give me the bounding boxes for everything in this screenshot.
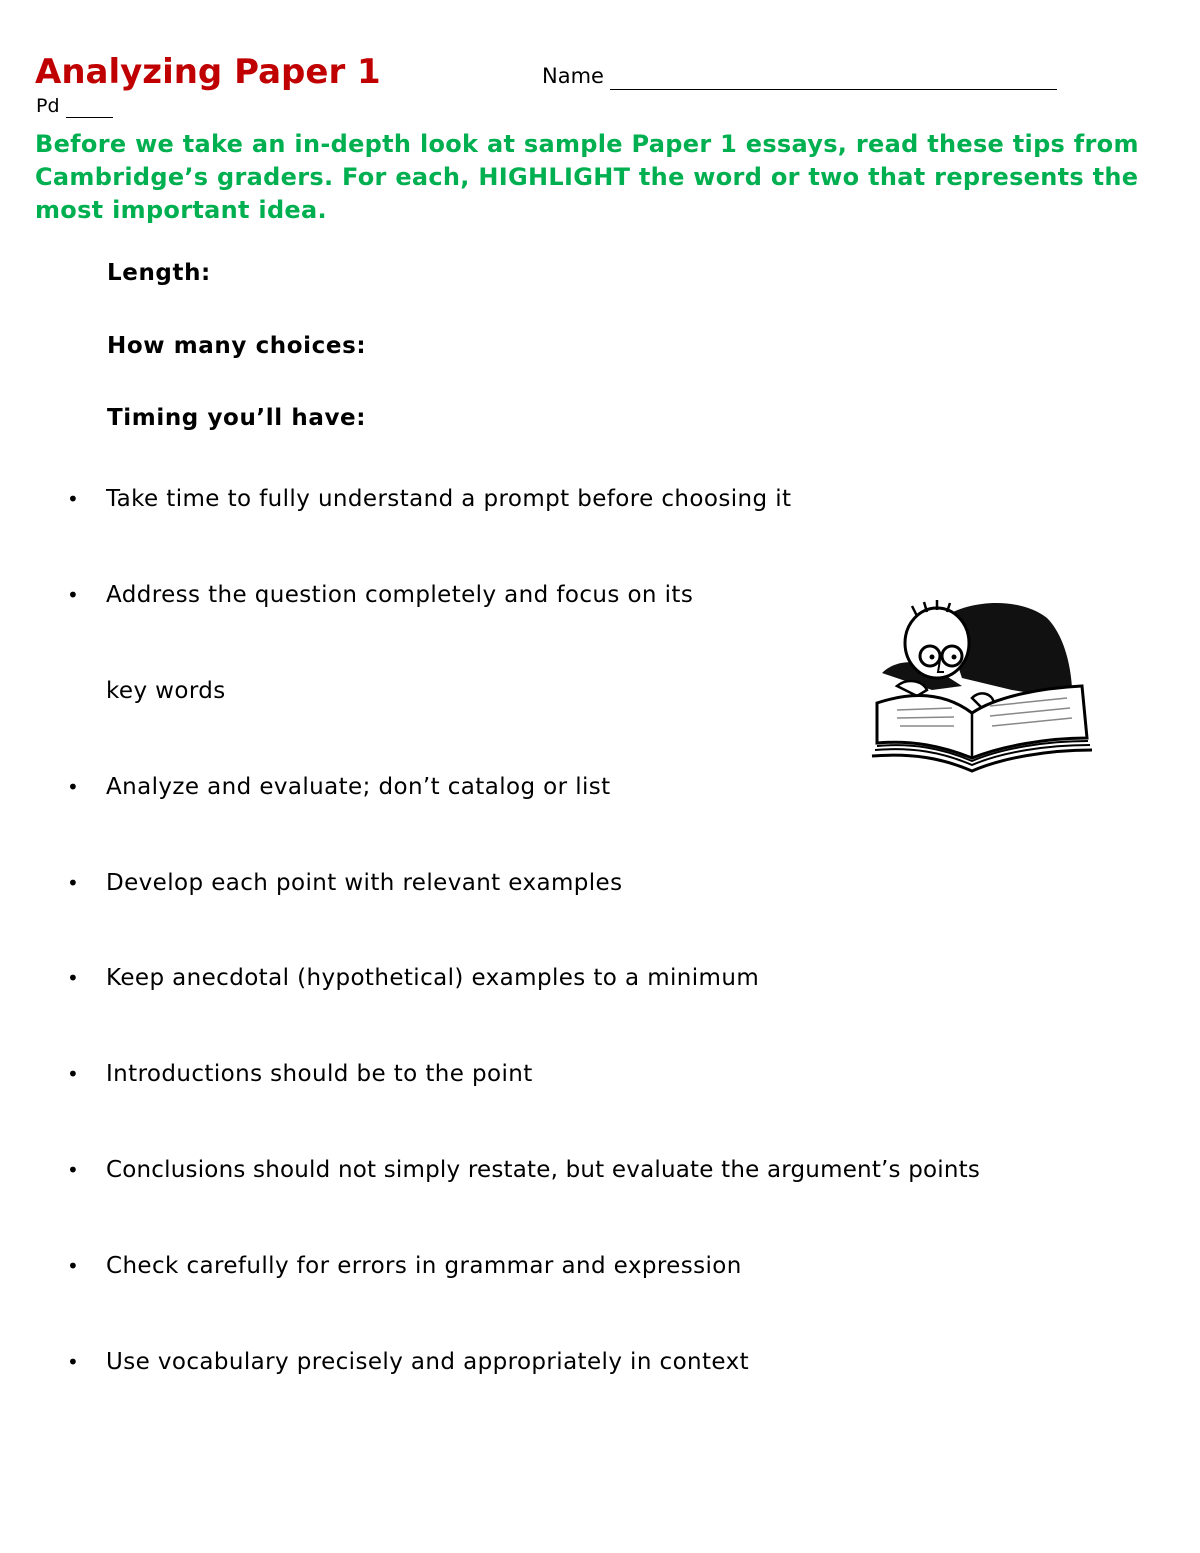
bullet-icon: •: [67, 1062, 80, 1086]
choices-prompt: How many choices:: [107, 333, 367, 359]
bullet-icon: •: [67, 871, 80, 895]
bullet-icon: •: [67, 966, 80, 990]
tip-text: Take time to fully understand a prompt before choosing it: [106, 486, 792, 512]
tip-text: Develop each point with relevant examples: [106, 870, 623, 896]
tip-item: [0, 1058, 1200, 1090]
tip-item: [0, 962, 1200, 994]
tip-text: Keep anecdotal (hypothetical) examples to a minimum: [106, 965, 760, 991]
bullet-icon: •: [67, 583, 80, 607]
bullet-icon: •: [67, 1254, 80, 1278]
tip-item: [0, 1346, 1200, 1378]
bullet-icon: •: [67, 1350, 80, 1374]
period-blank-line[interactable]: [66, 117, 113, 118]
page-title: Analyzing Paper 1: [35, 52, 381, 92]
tip-text: Use vocabulary precisely and appropriately in context: [106, 1349, 750, 1375]
tip-text: key words: [106, 678, 226, 704]
name-blank-line[interactable]: [610, 89, 1057, 90]
tip-text: Introductions should be to the point: [106, 1061, 533, 1087]
tip-text: Conclusions should not simply restate, but evaluate the argument’s points: [106, 1157, 981, 1183]
tip-item: [0, 867, 1200, 899]
tip-item: [0, 1154, 1200, 1186]
name-label: Name: [542, 64, 604, 88]
tip-item: [0, 1250, 1200, 1282]
period-label: Pd: [36, 95, 60, 117]
tip-item: [0, 483, 1200, 515]
tip-text: Analyze and evaluate; don’t catalog or list: [106, 774, 611, 800]
bullet-icon: •: [67, 487, 80, 511]
bullet-icon: •: [67, 1158, 80, 1182]
man-reading-book-illustration: [842, 598, 1107, 776]
bullet-icon: •: [67, 775, 80, 799]
instructions-text: Before we take an in-depth look at sample Paper 1 essays, read these tips from Cambridge’s graders. For each, HIGHLIGHT the word or two that represents the most important idea.: [35, 130, 1139, 224]
tip-text: Address the question completely and focus on its: [106, 582, 694, 608]
tip-text: Check carefully for errors in grammar and expression: [106, 1253, 742, 1279]
length-prompt: Length:: [107, 260, 211, 286]
timing-prompt: Timing you’ll have:: [107, 405, 367, 431]
